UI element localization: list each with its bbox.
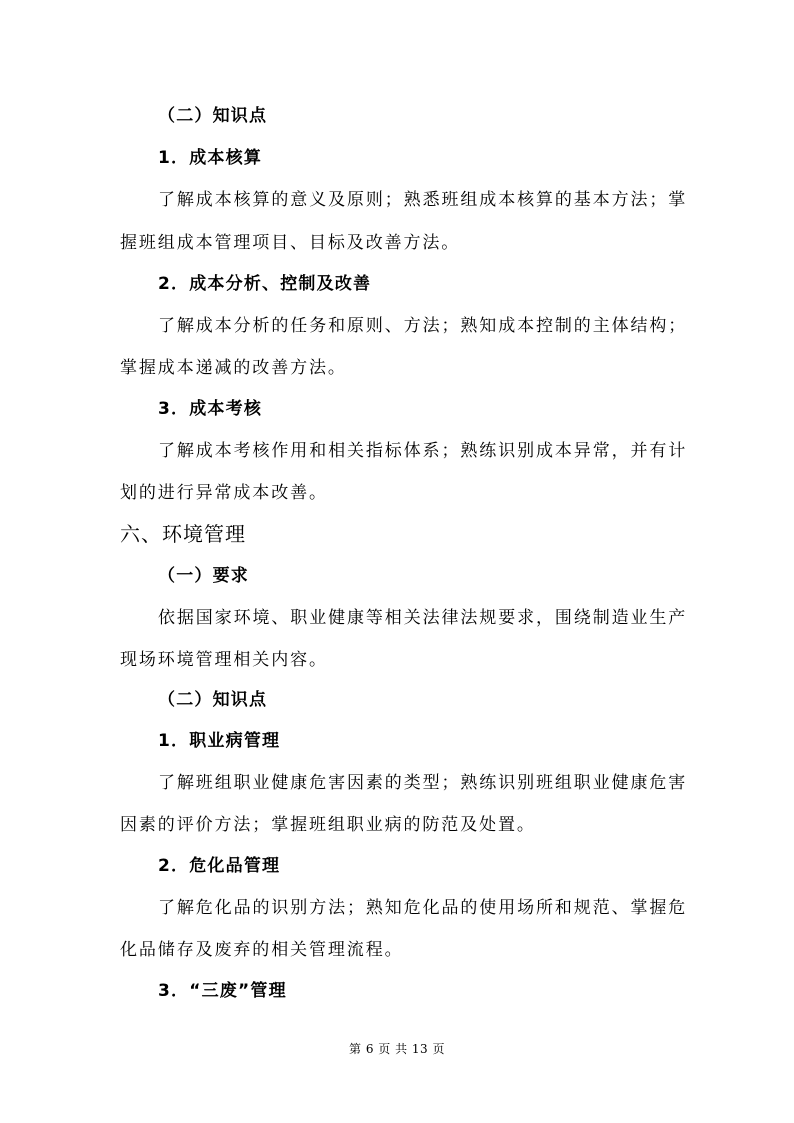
paragraph-line: 了解成本考核作用和相关指标体系；熟练识别成本异常，并有计	[158, 441, 688, 461]
item-title-hazardous-chemicals: 2．危化品管理	[158, 856, 281, 876]
section-heading-requirements: （一）要求	[158, 566, 249, 586]
paragraph-line: 了解班组职业健康危害因素的类型；熟练识别班组职业健康危害	[158, 773, 688, 793]
page-footer: 第 6 页 共 13 页	[349, 1042, 445, 1056]
paragraph-line: 因素的评价方法；掌握班组职业病的防范及处置。	[120, 815, 536, 835]
paragraph-line: 依据国家环境、职业健康等相关法律法规要求，围绕制造业生产	[158, 608, 688, 628]
chapter-title-environment: 六、环境管理	[120, 522, 246, 546]
paragraph-line: 现场环境管理相关内容。	[120, 650, 328, 670]
paragraph-line: 了解危化品的识别方法；熟知危化品的使用场所和规范、掌握危	[158, 898, 688, 918]
section-heading-knowledge: （二）知识点	[158, 690, 268, 710]
item-title-cost-assessment: 3．成本考核	[158, 399, 263, 419]
item-title-three-wastes: 3．“三废”管理	[158, 981, 287, 1001]
item-title-cost-accounting: 1．成本核算	[158, 148, 263, 168]
item-title-occupational-disease: 1．职业病管理	[158, 731, 281, 751]
paragraph-line: 握班组成本管理项目、目标及改善方法。	[120, 233, 461, 253]
paragraph-line: 掌握成本递减的改善方法。	[120, 358, 347, 378]
paragraph-line: 了解成本核算的意义及原则；熟悉班组成本核算的基本方法；掌	[158, 190, 688, 210]
paragraph-line: 划的进行异常成本改善。	[120, 483, 328, 503]
paragraph-line: 了解成本分析的任务和原则、方法；熟知成本控制的主体结构；	[158, 316, 688, 336]
item-title-cost-analysis: 2．成本分析、控制及改善	[158, 274, 372, 294]
section-heading-knowledge: （二）知识点	[158, 106, 268, 126]
paragraph-line: 化品储存及废弃的相关管理流程。	[120, 940, 404, 960]
